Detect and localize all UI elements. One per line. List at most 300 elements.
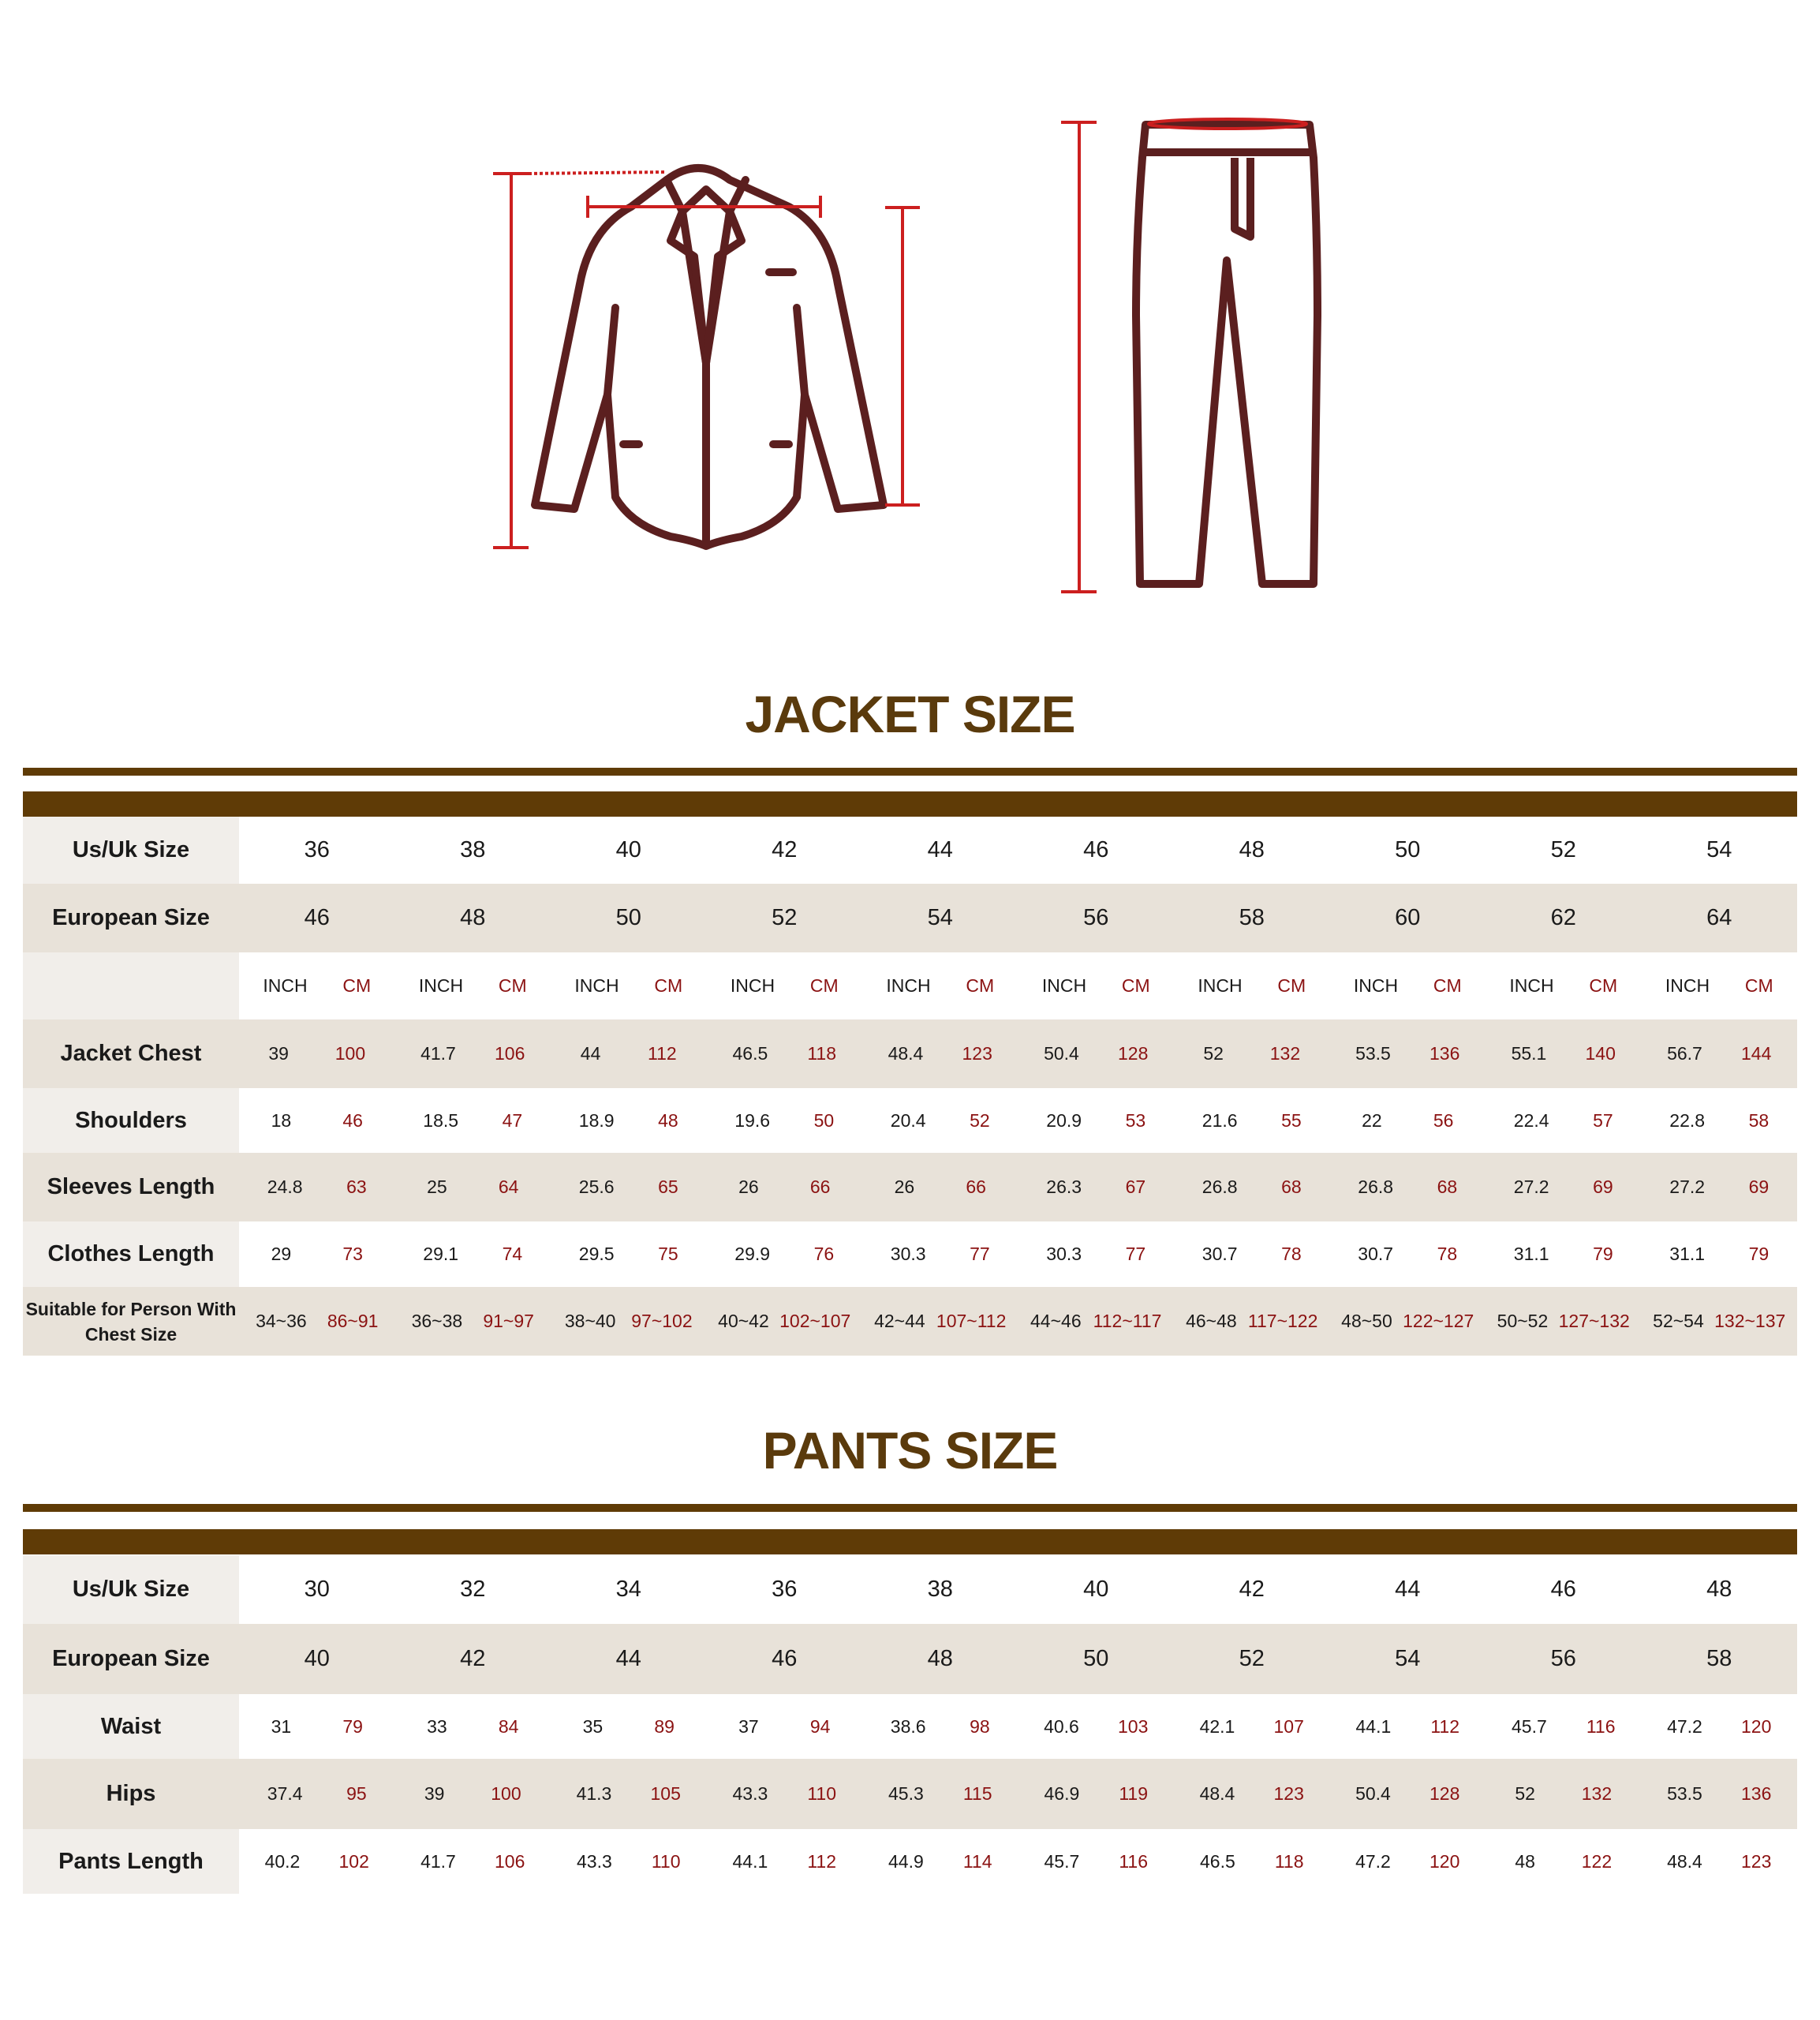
cm-value: 128	[1429, 1783, 1460, 1804]
inch-value: INCH	[1041, 975, 1087, 996]
inch-cm-pair	[1486, 1851, 1642, 1872]
size-cell	[1642, 1759, 1798, 1829]
inch-value: 39	[424, 1783, 445, 1804]
size-cell	[1486, 817, 1642, 884]
size-cell	[707, 817, 863, 884]
inch-cm-pair	[707, 1783, 863, 1805]
row-label: Waist	[23, 1694, 239, 1759]
cm-value: CM	[342, 975, 372, 996]
inch-value: 18.5	[423, 1109, 459, 1131]
inch-cm-pair	[551, 1851, 707, 1872]
cm-value: 140	[1585, 1043, 1616, 1064]
size-value: 46	[1083, 837, 1109, 862]
cm-value: 115	[962, 1783, 992, 1804]
inch-value: 30.7	[1201, 1244, 1238, 1264]
jacket-table-header-bar	[23, 791, 1797, 817]
table-row	[23, 1153, 1797, 1221]
size-value: 54	[1395, 1646, 1421, 1671]
inch-value: 31	[271, 1715, 292, 1737]
inch-cm-pair	[1330, 1311, 1486, 1332]
cm-value: 77	[1125, 1244, 1146, 1264]
inch-cm-pair	[551, 1176, 707, 1198]
size-value: 56	[1550, 1646, 1576, 1671]
table-row	[23, 817, 1797, 884]
row-label: Clothes Length	[23, 1221, 239, 1287]
cm-value: 110	[651, 1850, 681, 1872]
inch-value: 45.3	[888, 1783, 924, 1804]
cm-value: 106	[495, 1850, 525, 1872]
cm-value: 132	[1581, 1783, 1613, 1804]
cm-value: 100	[334, 1043, 366, 1064]
inch-cm-pair	[395, 1851, 551, 1872]
inch-value: 30.3	[1046, 1244, 1082, 1264]
size-cell	[1486, 884, 1642, 952]
cm-value: 116	[1119, 1850, 1148, 1872]
cm-value: 107	[1273, 1715, 1304, 1737]
inch-cm-pair	[1330, 1783, 1486, 1805]
pants-size-table	[23, 1555, 1797, 1894]
inch-cm-pair	[1330, 1851, 1486, 1872]
size-cell	[239, 1624, 395, 1694]
cm-value: 127~132	[1558, 1311, 1630, 1331]
cm-value: 66	[966, 1176, 986, 1197]
inch-cm-pair	[1642, 1043, 1798, 1064]
inch-cm-pair	[239, 1110, 395, 1132]
size-cell	[1330, 1555, 1486, 1624]
inch-cm-pair	[1486, 975, 1642, 997]
cm-value: 107~112	[936, 1311, 1007, 1331]
inch-cm-pair	[1642, 1851, 1798, 1872]
cm-value: 119	[1119, 1783, 1148, 1804]
cm-value: 66	[809, 1176, 831, 1197]
size-cell	[551, 1088, 707, 1153]
cm-value: 89	[654, 1715, 675, 1737]
row-label: Sleeves Length	[23, 1153, 239, 1221]
inch-cm-pair	[395, 1176, 551, 1198]
cm-value: 53	[1125, 1109, 1146, 1131]
pants-measure-lines	[1061, 119, 1306, 592]
size-cell	[1018, 1759, 1175, 1829]
inch-cm-pair	[551, 1244, 707, 1265]
cm-value: 98	[970, 1715, 990, 1737]
cm-value: 122~127	[1403, 1311, 1474, 1331]
size-cell	[239, 1153, 395, 1221]
inch-cm-pair	[707, 1851, 863, 1872]
pants-icon	[1136, 125, 1317, 584]
size-cell	[862, 952, 1018, 1019]
cm-value: 123	[962, 1043, 992, 1064]
cm-value: 123	[1741, 1850, 1772, 1872]
inch-value: 56.7	[1667, 1043, 1702, 1064]
size-value: 42	[1239, 1577, 1265, 1602]
size-value: 50	[615, 905, 641, 930]
inch-cm-pair	[707, 1244, 863, 1265]
inch-value: INCH	[1509, 975, 1554, 996]
cm-value: 120	[1429, 1850, 1460, 1872]
cm-value: 50	[813, 1109, 835, 1131]
cm-value: 46	[342, 1109, 363, 1131]
size-cell	[395, 1019, 551, 1088]
inch-cm-pair	[239, 1716, 395, 1738]
size-cell	[1486, 1829, 1642, 1894]
table-row	[23, 1694, 1797, 1759]
garment-illustrations	[0, 0, 1820, 631]
size-cell	[1486, 1088, 1642, 1153]
inch-value: 44~46	[1030, 1311, 1082, 1331]
cm-value: 136	[1429, 1043, 1460, 1064]
size-value: 50	[1083, 1646, 1109, 1671]
inch-cm-pair	[1330, 1110, 1486, 1132]
inch-value: 44.1	[732, 1850, 768, 1872]
size-cell	[239, 1694, 395, 1759]
table-row	[23, 1221, 1797, 1287]
inch-value: 24.8	[267, 1176, 303, 1197]
inch-cm-pair	[1486, 1311, 1642, 1332]
cm-value: 79	[1593, 1244, 1613, 1264]
size-cell	[707, 1829, 863, 1894]
size-cell	[395, 1287, 551, 1356]
inch-cm-pair	[707, 1176, 863, 1198]
size-value: 52	[772, 905, 798, 930]
inch-cm-pair	[1174, 1311, 1330, 1332]
cm-value: 57	[1593, 1109, 1613, 1131]
jacket-size-title: JACKET SIZE	[745, 685, 1075, 743]
inch-value: 40~42	[718, 1311, 769, 1331]
row-label	[23, 952, 239, 1019]
size-cell	[1174, 1287, 1330, 1356]
size-cell	[1174, 1088, 1330, 1153]
inch-value: 19.6	[734, 1109, 771, 1131]
inch-value: 44	[580, 1043, 601, 1064]
size-value: 44	[615, 1646, 641, 1671]
size-cell	[1018, 1829, 1175, 1894]
inch-value: 30.3	[890, 1244, 926, 1264]
size-cell	[707, 1624, 863, 1694]
inch-value: 22	[1362, 1109, 1382, 1131]
inch-cm-pair	[1018, 1043, 1175, 1064]
inch-value: INCH	[418, 975, 464, 996]
size-cell	[1174, 884, 1330, 952]
inch-cm-pair	[862, 1176, 1018, 1198]
inch-cm-pair	[862, 1783, 1018, 1805]
inch-value: 22.8	[1669, 1109, 1706, 1131]
inch-value: 48.4	[1667, 1850, 1702, 1872]
size-cell	[1330, 1221, 1486, 1287]
inch-cm-pair	[239, 1311, 395, 1332]
inch-cm-pair	[395, 975, 551, 997]
size-cell	[1642, 1221, 1798, 1287]
cm-value: 105	[650, 1783, 681, 1804]
size-cell	[551, 1555, 707, 1624]
size-cell	[239, 952, 395, 1019]
size-cell	[1174, 1555, 1330, 1624]
cm-value: 56	[1433, 1109, 1454, 1131]
inch-cm-pair	[1642, 1783, 1798, 1805]
inch-cm-pair	[395, 1783, 551, 1805]
size-cell	[707, 1694, 863, 1759]
size-cell	[862, 1221, 1018, 1287]
inch-cm-pair	[395, 1043, 551, 1064]
cm-value: 65	[658, 1176, 678, 1197]
size-cell	[1330, 1153, 1486, 1221]
inch-value: 36~38	[411, 1311, 463, 1331]
size-cell	[707, 952, 863, 1019]
size-cell	[239, 1019, 395, 1088]
table-row	[23, 1829, 1797, 1894]
size-cell	[1174, 1221, 1330, 1287]
size-cell	[551, 1829, 707, 1894]
inch-cm-pair	[1018, 1244, 1175, 1265]
table-row	[23, 1624, 1797, 1694]
size-value: 38	[927, 1577, 953, 1602]
size-cell	[1174, 817, 1330, 884]
size-cell	[1642, 1829, 1798, 1894]
size-value: 42	[460, 1646, 486, 1671]
pants-table-header-bar	[23, 1529, 1797, 1554]
size-value: 58	[1239, 905, 1265, 930]
inch-cm-pair	[1174, 1244, 1330, 1265]
table-row	[23, 1088, 1797, 1153]
inch-cm-pair	[239, 1043, 395, 1064]
inch-cm-pair	[239, 1176, 395, 1198]
inch-cm-pair	[395, 1110, 551, 1132]
row-label: European Size	[23, 884, 239, 952]
inch-value: 29.5	[578, 1244, 615, 1264]
size-cell	[1330, 952, 1486, 1019]
inch-cm-pair	[1018, 975, 1175, 997]
size-cell	[395, 1624, 551, 1694]
inch-value: 46.5	[732, 1043, 768, 1064]
inch-value: 52	[1515, 1783, 1535, 1804]
cm-value: 123	[1273, 1783, 1304, 1804]
size-value: 64	[1706, 905, 1732, 930]
inch-cm-pair	[551, 975, 707, 997]
inch-cm-pair	[551, 1783, 707, 1805]
size-cell	[862, 817, 1018, 884]
size-cell	[1486, 1555, 1642, 1624]
size-value: 56	[1083, 905, 1109, 930]
row-label: Pants Length	[23, 1829, 239, 1894]
row-label: Jacket Chest	[23, 1019, 239, 1088]
inch-value: 44.9	[888, 1850, 924, 1872]
inch-cm-pair	[395, 1311, 551, 1332]
row-label: Shoulders	[23, 1088, 239, 1153]
inch-value: 18	[271, 1109, 292, 1131]
inch-value: 30.7	[1358, 1244, 1394, 1264]
inch-cm-pair	[1330, 1176, 1486, 1198]
size-value: 40	[304, 1646, 330, 1671]
size-cell	[551, 884, 707, 952]
inch-value: 29.9	[734, 1244, 771, 1264]
size-cell	[1330, 1624, 1486, 1694]
size-cell	[707, 1287, 863, 1356]
inch-cm-pair	[707, 975, 863, 997]
inch-cm-pair	[1174, 1716, 1330, 1738]
cm-value: 69	[1748, 1176, 1770, 1197]
size-cell	[1642, 1287, 1798, 1356]
inch-value: 38.6	[890, 1715, 926, 1737]
cm-value: 48	[658, 1109, 678, 1131]
size-cell	[239, 1287, 395, 1356]
size-cell	[551, 952, 707, 1019]
inch-value: INCH	[574, 975, 619, 996]
inch-value: INCH	[730, 975, 775, 996]
size-cell	[1486, 1759, 1642, 1829]
size-value: 40	[615, 837, 641, 862]
size-cell	[239, 884, 395, 952]
inch-value: INCH	[1353, 975, 1399, 996]
size-cell	[1018, 1287, 1175, 1356]
table-row	[23, 1759, 1797, 1829]
size-value: 48	[927, 1646, 953, 1671]
inch-cm-pair	[707, 1716, 863, 1738]
size-value: 36	[304, 837, 330, 862]
size-cell	[1486, 1287, 1642, 1356]
cm-value: CM	[1277, 975, 1306, 996]
inch-cm-pair	[1174, 1043, 1330, 1064]
cm-value: 79	[342, 1715, 363, 1737]
size-cell	[1642, 1555, 1798, 1624]
inch-value: 50.4	[1355, 1783, 1391, 1804]
cm-value: 128	[1118, 1043, 1149, 1064]
cm-value: 68	[1437, 1176, 1458, 1197]
size-value: 34	[615, 1577, 641, 1602]
size-cell	[707, 1019, 863, 1088]
cm-value: 55	[1281, 1109, 1302, 1131]
inch-value: 21.6	[1201, 1109, 1238, 1131]
size-cell	[862, 884, 1018, 952]
cm-value: 112	[648, 1043, 677, 1064]
cm-value: 77	[970, 1244, 990, 1264]
size-cell	[1018, 1555, 1175, 1624]
size-cell	[551, 1019, 707, 1088]
cm-value: CM	[1433, 975, 1462, 996]
size-cell	[1642, 1624, 1798, 1694]
cm-value: CM	[498, 975, 527, 996]
inch-cm-pair	[1018, 1783, 1175, 1805]
cm-value: 79	[1748, 1244, 1770, 1264]
size-cell	[1018, 884, 1175, 952]
inch-cm-pair	[1486, 1043, 1642, 1064]
inch-cm-pair	[239, 1783, 395, 1805]
size-value: 32	[460, 1577, 486, 1602]
size-cell	[1486, 1153, 1642, 1221]
size-cell	[1018, 1221, 1175, 1287]
inch-cm-pair	[1486, 1716, 1642, 1738]
size-cell	[1642, 1153, 1798, 1221]
inch-cm-pair	[1486, 1244, 1642, 1265]
inch-value: 55.1	[1511, 1043, 1547, 1064]
cm-value: 76	[813, 1244, 835, 1264]
size-cell	[1642, 1088, 1798, 1153]
size-cell	[1018, 1694, 1175, 1759]
inch-cm-pair	[1018, 1851, 1175, 1872]
size-cell	[1330, 1088, 1486, 1153]
cm-value: 120	[1741, 1715, 1772, 1737]
inch-cm-pair	[707, 1043, 863, 1064]
size-cell	[395, 1221, 551, 1287]
inch-cm-pair	[395, 1716, 551, 1738]
inch-value: 26.3	[1046, 1176, 1082, 1197]
inch-cm-pair	[1174, 1783, 1330, 1805]
size-cell	[862, 1555, 1018, 1624]
inch-cm-pair	[395, 1244, 551, 1265]
size-cell	[551, 1759, 707, 1829]
inch-cm-pair	[1330, 1716, 1486, 1738]
size-value: 46	[772, 1646, 798, 1671]
inch-value: 45.7	[1044, 1850, 1080, 1872]
inch-cm-pair	[1642, 1716, 1798, 1738]
size-value: 44	[1395, 1577, 1421, 1602]
inch-value: 25.6	[578, 1176, 615, 1197]
size-value: 52	[1550, 837, 1576, 862]
size-cell	[395, 817, 551, 884]
inch-value: 37.4	[267, 1783, 303, 1804]
size-cell	[707, 1759, 863, 1829]
size-value: 48	[1706, 1577, 1732, 1602]
cm-value: 102~107	[779, 1311, 851, 1331]
size-cell	[1330, 1019, 1486, 1088]
size-value: 48	[1239, 837, 1265, 862]
inch-cm-pair	[1330, 1244, 1486, 1265]
size-value: 58	[1706, 1646, 1732, 1671]
size-cell	[1174, 1624, 1330, 1694]
size-cell	[395, 1829, 551, 1894]
size-cell	[1642, 1694, 1798, 1759]
inch-cm-pair	[239, 975, 395, 997]
size-value: 46	[1550, 1577, 1576, 1602]
inch-value: 41.7	[420, 1850, 456, 1872]
inch-cm-pair	[1330, 1043, 1486, 1064]
cm-value: 68	[1281, 1176, 1302, 1197]
size-cell	[1330, 1759, 1486, 1829]
inch-value: 48~50	[1341, 1311, 1392, 1331]
size-value: 40	[1083, 1577, 1109, 1602]
cm-value: 97~102	[631, 1311, 693, 1331]
inch-cm-pair	[1018, 1176, 1175, 1198]
size-value: 42	[772, 837, 798, 862]
cm-value: 114	[962, 1850, 992, 1872]
inch-cm-pair	[862, 1716, 1018, 1738]
inch-value: 50~52	[1497, 1311, 1549, 1331]
cm-value: 112	[1430, 1715, 1459, 1737]
size-cell	[707, 1088, 863, 1153]
size-cell	[707, 1221, 863, 1287]
cm-value: 86~91	[327, 1311, 379, 1331]
inch-cm-pair	[862, 1851, 1018, 1872]
inch-value: 33	[427, 1715, 447, 1737]
inch-cm-pair	[862, 1244, 1018, 1265]
cm-value: 118	[807, 1043, 836, 1064]
size-cell	[862, 1759, 1018, 1829]
size-cell	[1018, 1624, 1175, 1694]
inch-value: 18.9	[578, 1109, 615, 1131]
size-cell	[1174, 952, 1330, 1019]
cm-value: 110	[807, 1783, 836, 1804]
jacket-icon	[535, 168, 884, 546]
cm-value: 132	[1269, 1043, 1301, 1064]
table-row	[23, 1287, 1797, 1356]
cm-value: 112	[807, 1850, 836, 1872]
inch-cm-pair	[1330, 975, 1486, 997]
cm-value: 69	[1593, 1176, 1613, 1197]
size-cell	[862, 1153, 1018, 1221]
size-cell	[1330, 817, 1486, 884]
inch-value: 26.8	[1201, 1176, 1238, 1197]
inch-value: 53.5	[1667, 1783, 1702, 1804]
size-cell	[1486, 952, 1642, 1019]
size-cell	[862, 1287, 1018, 1356]
